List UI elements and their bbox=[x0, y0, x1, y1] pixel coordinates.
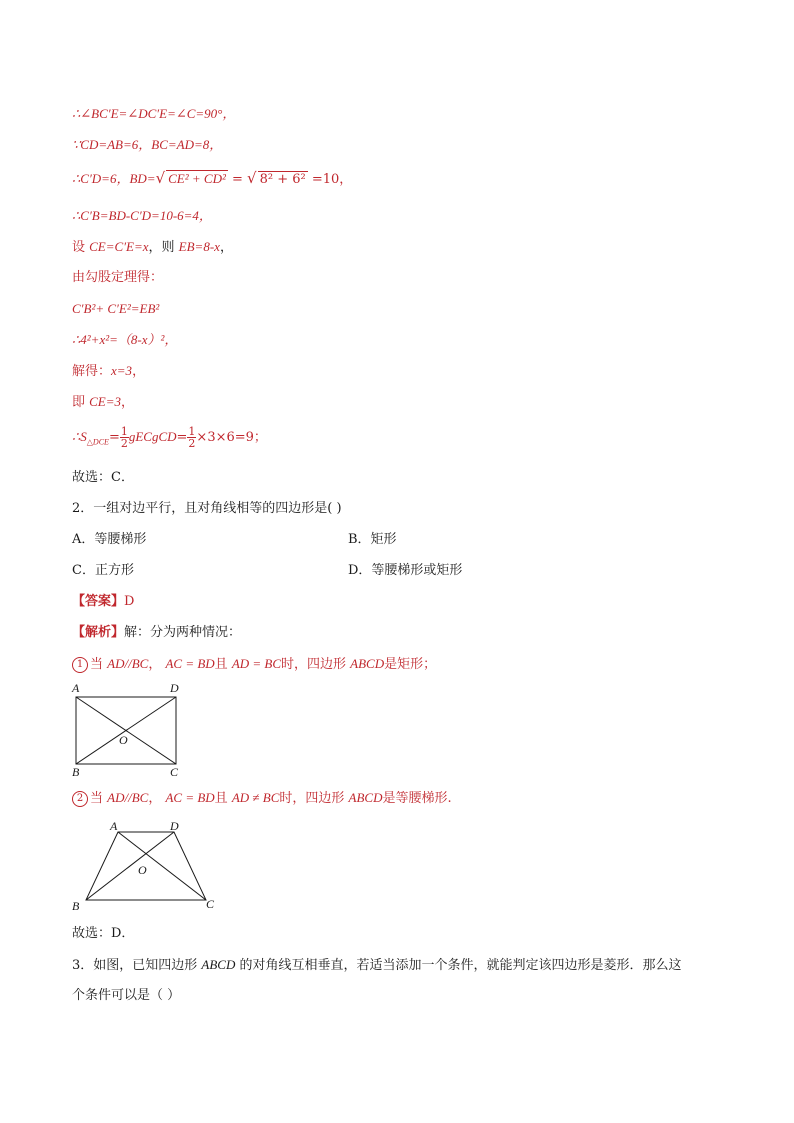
diagonal-bd bbox=[86, 832, 174, 900]
label-d: D bbox=[170, 681, 179, 695]
option-d: D．等腰梯形或矩形 bbox=[348, 563, 463, 578]
label-c: C bbox=[206, 897, 215, 911]
label-o: O bbox=[119, 733, 128, 747]
option-b: B．矩形 bbox=[348, 532, 397, 547]
solution-line-1: ∴∠BC′E=∠DC′E=∠C=90°， bbox=[72, 106, 236, 121]
label-c: C bbox=[170, 765, 179, 779]
solution-line-6: 由勾股定理得： bbox=[72, 270, 164, 285]
answer-line bbox=[72, 594, 134, 610]
answer-tag: 【答案】 bbox=[72, 594, 125, 609]
solution-line-7: C′B²+ C′E²=EB² bbox=[72, 301, 160, 316]
question-2-stem: 2．一组对边平行，且对角线相等的四边形是( ) bbox=[72, 501, 342, 516]
solution-line-2: ∵CD=AB=6，BC=AD=8， bbox=[72, 137, 223, 152]
solution-line-11: $\therefore S_{\triangle DCE}=$ $\frac{1}{2}$ gECgCD= $\frac{1}{2}$ ×3×6=9； bbox=[72, 425, 267, 450]
solution-line-3: ∴C′D=6，BD=√ CE² + CD² = √ 8² + 6² =10， bbox=[72, 169, 353, 187]
rectangle-figure bbox=[66, 680, 190, 780]
label-b: B bbox=[72, 765, 80, 779]
circled-number-2: 2 bbox=[72, 791, 88, 807]
circled-number-1: 1 bbox=[72, 657, 88, 673]
analysis-line: 【解析】解：分为两种情况： bbox=[72, 625, 242, 640]
label-d: D bbox=[170, 819, 179, 833]
trapezoid-figure bbox=[66, 816, 226, 916]
solution-line-4: ∴C′B=BD-C′D=10-6=4， bbox=[72, 208, 212, 223]
question-2-conclusion: 故选：D． bbox=[72, 926, 135, 941]
label-a: A bbox=[110, 819, 118, 833]
diagonal-ac bbox=[118, 832, 206, 900]
option-c: C．正方形 bbox=[72, 563, 134, 578]
solution-line-12: 故选：C． bbox=[72, 470, 134, 485]
analysis-tag: 【解析】 bbox=[72, 625, 125, 640]
option-a: A．等腰梯形 bbox=[72, 532, 147, 547]
solution-line-5: 设 CE=C′E=x，则 EB=8-x， bbox=[72, 239, 233, 255]
solution-line-8: ∴4²+x²=（8-x）²， bbox=[72, 332, 178, 347]
question-3-line-2: 个条件可以是（ ） bbox=[72, 988, 181, 1003]
answer-value: D bbox=[124, 594, 135, 609]
solution-line-9: 解得：x=3， bbox=[72, 363, 146, 379]
case-1-line: 1 当 AD//BC， AC = BD且 AD = BC时，四边形 ABCD是矩形； bbox=[72, 656, 436, 673]
question-3-line-1: 3．如图，已知四边形 ABCD 的对角线互相垂直，若适当添加一个条件，就能判定该四边形是菱形．那么这 bbox=[72, 957, 682, 973]
solution-line-10: 即 CE=3， bbox=[72, 394, 135, 410]
case-2-line: 2 当 AD//BC， AC = BD且 AD ≠ BC时，四边形 ABCD是等腰梯形. bbox=[72, 790, 452, 807]
label-o: O bbox=[138, 863, 147, 877]
label-b: B bbox=[72, 899, 80, 913]
label-a: A bbox=[72, 681, 80, 695]
